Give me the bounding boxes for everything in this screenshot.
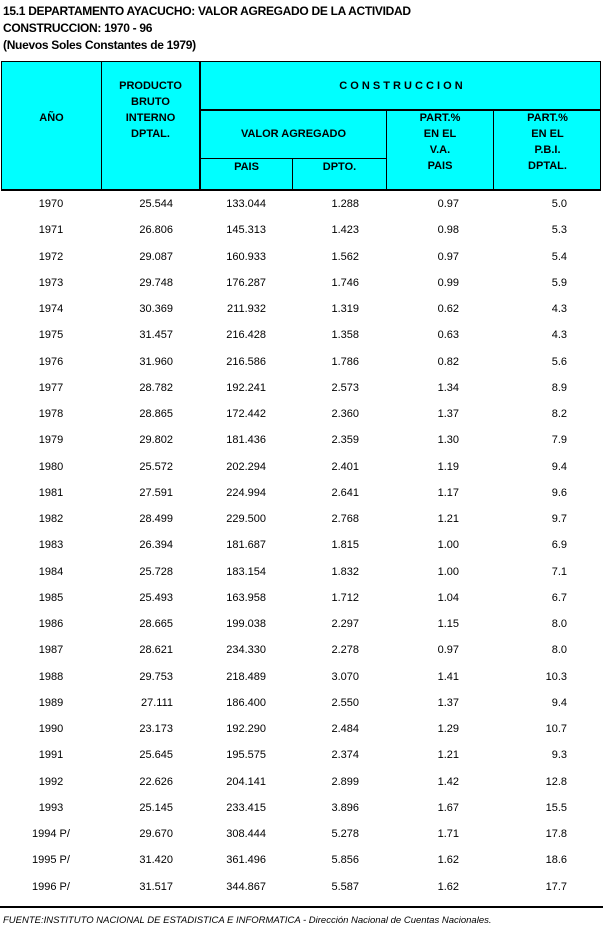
cell-part-pbi: 7.9 xyxy=(551,434,567,447)
cell-va-pais: 176.287 xyxy=(226,276,266,289)
cell-year: 1972 xyxy=(38,250,64,263)
cell-pbi: 31.517 xyxy=(139,880,173,893)
cell-va-dpto: 1.832 xyxy=(331,565,359,578)
cell-va-pais: 145.313 xyxy=(226,224,266,237)
cell-va-dpto: 1.746 xyxy=(331,276,359,289)
cell-part-va: 1.30 xyxy=(437,434,459,447)
cell-va-pais: 308.444 xyxy=(226,828,266,841)
table-row xyxy=(1,506,601,532)
cell-part-va: 1.19 xyxy=(437,460,459,473)
cell-year: 1973 xyxy=(38,276,64,289)
table-row xyxy=(1,821,601,847)
cell-pbi: 29.670 xyxy=(139,828,173,841)
cell-va-dpto: 2.360 xyxy=(331,408,359,421)
cell-part-pbi: 5.0 xyxy=(551,198,567,211)
table-header xyxy=(1,61,601,190)
cell-year: 1986 xyxy=(38,618,64,631)
cell-part-va: 1.29 xyxy=(437,723,459,736)
table-row xyxy=(1,795,601,821)
cell-pbi: 29.802 xyxy=(139,434,173,447)
header-pbi-line: INTERNO xyxy=(125,112,176,124)
cell-va-pais: 216.586 xyxy=(226,355,266,368)
cell-va-pais: 186.400 xyxy=(226,696,266,709)
cell-part-va: 0.97 xyxy=(437,198,459,211)
cell-part-pbi: 8.9 xyxy=(551,381,567,394)
cell-part-pbi: 4.3 xyxy=(551,329,567,342)
header-part-va-line: EN EL xyxy=(423,128,457,140)
table-title: 15.1 DEPARTAMENTO AYACUCHO: VALOR AGREGADO DE LA ACTIVIDAD xyxy=(3,4,411,18)
cell-part-pbi: 7.1 xyxy=(551,565,567,578)
cell-va-dpto: 1.815 xyxy=(331,539,359,552)
cell-va-dpto: 1.786 xyxy=(331,355,359,368)
cell-va-pais: 172.442 xyxy=(226,408,266,421)
table-row xyxy=(1,322,601,348)
cell-part-va: 0.63 xyxy=(437,329,459,342)
header-part-pbi xyxy=(494,110,601,174)
cell-va-pais: 229.500 xyxy=(226,513,266,526)
cell-pbi: 31.960 xyxy=(139,355,173,368)
table-row xyxy=(1,532,601,558)
cell-part-pbi: 9.7 xyxy=(551,513,567,526)
bottom-rule xyxy=(0,906,603,908)
cell-va-dpto: 2.401 xyxy=(331,460,359,473)
header-dpto: DPTO. xyxy=(322,161,357,173)
cell-va-pais: 192.241 xyxy=(226,381,266,394)
cell-va-dpto: 2.550 xyxy=(331,696,359,709)
cell-va-pais: 361.496 xyxy=(226,854,266,867)
cell-va-dpto: 1.288 xyxy=(331,198,359,211)
header-pbi-line: DPTAL. xyxy=(131,128,170,140)
cell-part-va: 1.62 xyxy=(437,880,459,893)
cell-part-pbi: 8.0 xyxy=(551,644,567,657)
cell-pbi: 25.728 xyxy=(139,565,173,578)
cell-pbi: 30.369 xyxy=(139,303,173,316)
cell-part-va: 1.34 xyxy=(437,381,459,394)
header-construccion: C O N S T R U C C I O N xyxy=(339,80,463,92)
cell-year: 1975 xyxy=(38,329,64,342)
cell-part-va: 0.99 xyxy=(437,276,459,289)
table-row xyxy=(1,874,601,900)
cell-year: 1990 xyxy=(38,723,64,736)
table-row xyxy=(1,769,601,795)
cell-va-pais: 204.141 xyxy=(226,775,266,788)
table-subtitle: CONSTRUCCION: 1970 - 96 xyxy=(3,21,153,35)
cell-va-dpto: 2.768 xyxy=(331,513,359,526)
cell-va-pais: 202.294 xyxy=(226,460,266,473)
cell-part-pbi: 6.9 xyxy=(551,539,567,552)
cell-pbi: 26.394 xyxy=(139,539,173,552)
table-units: (Nuevos Soles Constantes de 1979) xyxy=(3,38,196,52)
cell-va-dpto: 2.899 xyxy=(331,775,359,788)
cell-year: 1979 xyxy=(38,434,64,447)
source-note: FUENTE:INSTITUTO NACIONAL DE ESTADISTICA E INFORMATICA - Dirección Nacional de Cuentas Nacionales. xyxy=(3,915,492,926)
cell-va-dpto: 2.297 xyxy=(331,618,359,631)
cell-part-va: 1.42 xyxy=(437,775,459,788)
cell-va-pais: 181.687 xyxy=(226,539,266,552)
cell-part-pbi: 9.3 xyxy=(551,749,567,762)
cell-va-pais: 133.044 xyxy=(226,198,266,211)
cell-part-va: 1.00 xyxy=(437,539,459,552)
cell-va-dpto: 3.896 xyxy=(331,801,359,814)
header-part-pbi-line: EN EL xyxy=(531,128,564,140)
cell-va-dpto: 2.641 xyxy=(331,486,359,499)
cell-part-va: 1.62 xyxy=(437,854,459,867)
cell-year: 1980 xyxy=(38,460,64,473)
table-row xyxy=(1,637,601,663)
table-row xyxy=(1,217,601,243)
cell-part-va: 1.67 xyxy=(437,801,459,814)
table-row xyxy=(1,296,601,322)
cell-year: 1982 xyxy=(38,513,64,526)
cell-part-va: 0.98 xyxy=(437,224,459,237)
cell-va-pais: 216.428 xyxy=(226,329,266,342)
cell-pbi: 28.499 xyxy=(139,513,173,526)
cell-pbi: 25.493 xyxy=(139,591,173,604)
cell-part-pbi: 17.8 xyxy=(545,828,567,841)
table-row xyxy=(1,716,601,742)
table-row xyxy=(1,191,601,218)
cell-va-dpto: 2.573 xyxy=(331,381,359,394)
table-row xyxy=(1,401,601,427)
cell-pbi: 31.457 xyxy=(139,329,173,342)
table-row xyxy=(1,454,601,480)
cell-va-dpto: 5.856 xyxy=(331,854,359,867)
cell-va-dpto: 1.423 xyxy=(331,224,359,237)
cell-va-pais: 218.489 xyxy=(226,670,266,683)
table-row xyxy=(1,375,601,401)
cell-part-pbi: 5.6 xyxy=(551,355,567,368)
cell-year: 1993 xyxy=(38,801,64,814)
header-pais: PAIS xyxy=(234,161,259,173)
cell-year: 1991 xyxy=(38,749,64,762)
cell-part-va: 1.37 xyxy=(437,696,459,709)
table-row xyxy=(1,480,601,506)
cell-pbi: 31.420 xyxy=(139,854,173,867)
cell-part-pbi: 5.9 xyxy=(551,276,567,289)
table-row xyxy=(1,349,601,375)
cell-va-pais: 160.933 xyxy=(226,250,266,263)
cell-part-va: 1.04 xyxy=(437,591,459,604)
cell-part-pbi: 4.3 xyxy=(551,303,567,316)
cell-part-pbi: 10.7 xyxy=(545,723,567,736)
table-row xyxy=(1,585,601,611)
cell-part-pbi: 5.3 xyxy=(551,224,567,237)
cell-part-pbi: 8.2 xyxy=(551,408,567,421)
cell-year: 1971 xyxy=(38,224,64,237)
cell-part-va: 1.15 xyxy=(437,618,459,631)
cell-part-pbi: 17.7 xyxy=(545,880,567,893)
cell-va-pais: 234.330 xyxy=(226,644,266,657)
cell-part-va: 1.17 xyxy=(437,486,459,499)
cell-va-pais: 181.436 xyxy=(226,434,266,447)
cell-year: 1970 xyxy=(38,198,64,211)
table-row xyxy=(1,244,601,270)
cell-year: 1978 xyxy=(38,408,64,421)
table-row xyxy=(1,664,601,690)
cell-va-dpto: 5.587 xyxy=(331,880,359,893)
cell-year: 1994 P/ xyxy=(32,828,70,841)
cell-part-pbi: 9.4 xyxy=(551,696,567,709)
header-part-va-line: V.A. xyxy=(429,144,451,156)
header-valor-agregado: VALOR AGREGADO xyxy=(240,128,347,140)
cell-year: 1992 xyxy=(38,775,64,788)
cell-part-va: 1.41 xyxy=(437,670,459,683)
header-pbi-line: BRUTO xyxy=(131,96,170,108)
cell-pbi: 27.591 xyxy=(139,486,173,499)
cell-pbi: 25.544 xyxy=(139,198,173,211)
cell-pbi: 23.173 xyxy=(139,723,173,736)
cell-part-va: 0.62 xyxy=(437,303,459,316)
cell-pbi: 29.753 xyxy=(139,670,173,683)
cell-va-pais: 192.290 xyxy=(226,723,266,736)
cell-pbi: 28.865 xyxy=(139,408,173,421)
cell-part-pbi: 12.8 xyxy=(545,775,567,788)
cell-part-pbi: 10.3 xyxy=(545,670,567,683)
cell-year: 1977 xyxy=(38,381,64,394)
cell-part-va: 0.97 xyxy=(437,644,459,657)
data-table xyxy=(1,190,601,900)
cell-va-pais: 163.958 xyxy=(226,591,266,604)
header-part-va-line: PAIS xyxy=(427,160,453,172)
cell-part-pbi: 9.6 xyxy=(551,486,567,499)
cell-pbi: 25.572 xyxy=(139,460,173,473)
cell-pbi: 22.626 xyxy=(139,775,173,788)
cell-va-dpto: 2.278 xyxy=(331,644,359,657)
cell-part-va: 1.21 xyxy=(437,749,459,762)
cell-year: 1988 xyxy=(38,670,64,683)
table-row xyxy=(1,847,601,873)
cell-va-pais: 344.867 xyxy=(226,880,266,893)
table-row xyxy=(1,690,601,716)
cell-va-dpto: 5.278 xyxy=(331,828,359,841)
cell-part-va: 1.71 xyxy=(437,828,459,841)
cell-part-pbi: 6.7 xyxy=(551,591,567,604)
cell-va-dpto: 2.359 xyxy=(331,434,359,447)
cell-year: 1996 P/ xyxy=(32,880,70,893)
cell-part-pbi: 18.6 xyxy=(545,854,567,867)
cell-year: 1976 xyxy=(38,355,64,368)
header-part-pbi-line: DPTAL. xyxy=(528,160,567,172)
cell-va-dpto: 2.484 xyxy=(331,723,359,736)
cell-part-pbi: 9.4 xyxy=(551,460,567,473)
cell-pbi: 28.621 xyxy=(139,644,173,657)
cell-part-va: 0.82 xyxy=(437,355,459,368)
cell-va-dpto: 2.374 xyxy=(331,749,359,762)
cell-year: 1987 xyxy=(38,644,64,657)
header-part-va xyxy=(387,110,493,174)
cell-part-va: 1.00 xyxy=(437,565,459,578)
cell-va-dpto: 3.070 xyxy=(331,670,359,683)
cell-year: 1974 xyxy=(38,303,64,316)
cell-part-va: 0.97 xyxy=(437,250,459,263)
table-row xyxy=(1,611,601,637)
cell-part-va: 1.21 xyxy=(437,513,459,526)
cell-year: 1981 xyxy=(38,486,64,499)
table-row xyxy=(1,270,601,296)
cell-va-dpto: 1.562 xyxy=(331,250,359,263)
cell-year: 1995 P/ xyxy=(32,854,70,867)
header-part-pbi-line: PART.% xyxy=(527,112,568,124)
cell-part-pbi: 5.4 xyxy=(551,250,567,263)
header-year: AÑO xyxy=(39,112,64,124)
cell-part-pbi: 15.5 xyxy=(545,801,567,814)
cell-year: 1989 xyxy=(38,696,64,709)
table-row xyxy=(1,742,601,768)
cell-va-pais: 211.932 xyxy=(227,303,266,316)
header-part-va-line: PART.% xyxy=(419,112,461,124)
cell-pbi: 29.748 xyxy=(139,276,173,289)
cell-pbi: 25.145 xyxy=(139,801,173,814)
table-row xyxy=(1,559,601,585)
table-row xyxy=(1,427,601,453)
cell-part-va: 1.37 xyxy=(437,408,459,421)
cell-va-pais: 183.154 xyxy=(226,565,266,578)
cell-va-pais: 195.575 xyxy=(226,749,266,762)
cell-va-pais: 233.415 xyxy=(226,801,266,814)
cell-va-pais: 199.038 xyxy=(226,618,266,631)
cell-pbi: 27.111 xyxy=(140,696,173,709)
cell-part-pbi: 8.0 xyxy=(551,618,567,631)
cell-pbi: 28.665 xyxy=(139,618,173,631)
header-part-pbi-line: P.B.I. xyxy=(534,144,561,156)
cell-pbi: 28.782 xyxy=(139,381,173,394)
cell-year: 1984 xyxy=(38,565,64,578)
cell-pbi: 26.806 xyxy=(139,224,173,237)
cell-year: 1983 xyxy=(38,539,64,552)
header-pbi xyxy=(102,78,199,142)
cell-pbi: 29.087 xyxy=(139,250,173,263)
cell-va-pais: 224.994 xyxy=(226,486,266,499)
header-pbi-line: PRODUCTO xyxy=(119,80,182,92)
cell-va-dpto: 1.319 xyxy=(331,303,359,316)
cell-va-dpto: 1.712 xyxy=(331,591,359,604)
cell-pbi: 25.645 xyxy=(139,749,173,762)
cell-year: 1985 xyxy=(38,591,64,604)
cell-va-dpto: 1.358 xyxy=(331,329,359,342)
